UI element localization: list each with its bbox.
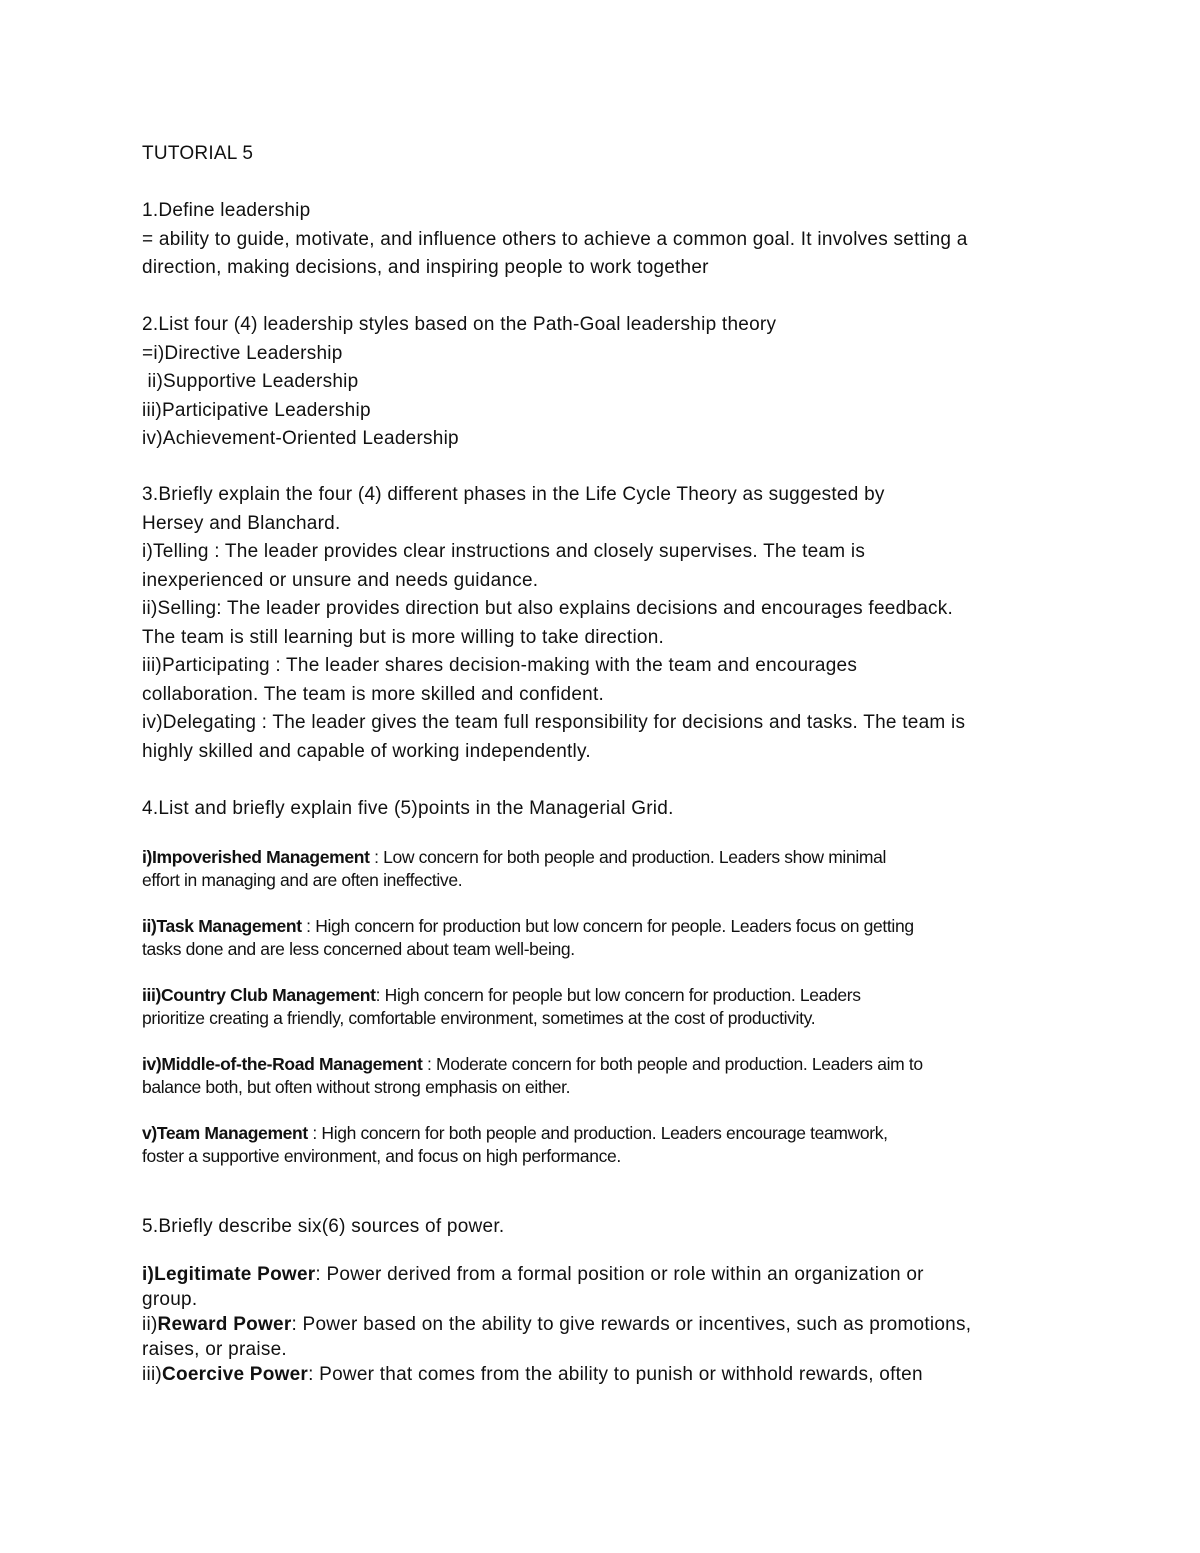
question-3-text-line-2: Hersey and Blanchard.	[142, 512, 341, 534]
managerial-grid-point	[142, 984, 1072, 1030]
grid-point-term: ii)Task Management	[142, 916, 302, 936]
grid-point-desc-line-2: prioritize creating a friendly, comfortable environment, sometimes at the cost of productivity.	[142, 1008, 816, 1028]
grid-point-desc-line-2: effort in managing and are often ineffective.	[142, 870, 463, 890]
grid-point-term: iii)Country Club Management	[142, 985, 376, 1005]
grid-point-separator: :	[375, 985, 385, 1005]
question-4	[142, 795, 1072, 824]
life-cycle-phase-line: inexperienced or unsure and needs guidance.	[142, 569, 539, 591]
document-title-block	[142, 140, 1072, 169]
power-source-term: i)Legitimate Power	[142, 1264, 316, 1285]
power-source-separator: :	[308, 1364, 320, 1385]
grid-point-term: iv)Middle-of-the-Road Management	[142, 1054, 423, 1074]
grid-point-separator: :	[422, 1054, 437, 1074]
power-source-desc-line-2: group.	[142, 1289, 198, 1310]
grid-point-term: i)Impoverished Management	[142, 847, 370, 867]
leadership-style-item: iv)Achievement-Oriented Leadership	[142, 428, 459, 449]
answer-1-line-1: = ability to guide, motivate, and influence others to achieve a common goal. It involves setting a	[142, 228, 968, 250]
life-cycle-phase-line: collaboration. The team is more skilled and confident.	[142, 683, 605, 705]
life-cycle-phase-line: i)Telling : The leader provides clear instructions and closely supervises. The team is	[142, 541, 866, 562]
life-cycle-phase-line: The team is still learning but is more willing to take direction.	[142, 626, 665, 648]
grid-point-desc-line-1: Low concern for both people and production. Leaders show minimal	[383, 847, 887, 867]
managerial-grid-point	[142, 1053, 1072, 1099]
grid-point-desc-line-2: tasks done and are less concerned about team well-being.	[142, 939, 575, 959]
power-sources-list	[142, 1262, 1072, 1387]
grid-point-separator: :	[301, 916, 316, 936]
question-3-text-line-1: 3.Briefly explain the four (4) different phases in the Life Cycle Theory as suggested by	[142, 484, 885, 505]
grid-point-desc-line-1: High concern for both people and production. Leaders encourage teamwork,	[321, 1123, 888, 1143]
leadership-style-item: ii)Supportive Leadership	[142, 371, 359, 392]
answer-1-line-2: direction, making decisions, and inspiring people to work together	[142, 257, 709, 278]
question-4-text: 4.List and briefly explain five (5)points in the Managerial Grid.	[142, 798, 674, 819]
question-5	[142, 1213, 1072, 1242]
power-source-desc-line-2: raises, or praise.	[142, 1339, 287, 1360]
question-3	[142, 481, 1072, 766]
power-source-desc-line-1: Power based on the ability to give rewards or incentives, such as promotions,	[302, 1314, 972, 1335]
question-2	[142, 311, 1072, 454]
life-cycle-phase-line: highly skilled and capable of working independently.	[142, 740, 591, 762]
life-cycle-phase-line: ii)Selling: The leader provides direction but also explains decisions and encourages feedback.	[142, 598, 954, 619]
grid-point-desc-line-1: High concern for production but low concern for people. Leaders focus on getting	[315, 916, 914, 936]
grid-point-desc-line-2: balance both, but often without strong emphasis on either.	[142, 1077, 571, 1097]
leadership-style-item: iii)Participative Leadership	[142, 399, 371, 421]
life-cycle-phase-line: iv)Delegating : The leader gives the team full responsibility for decisions and tasks. The team is	[142, 712, 966, 733]
managerial-grid-point	[142, 846, 1072, 892]
power-source-prefix: ii)	[142, 1314, 158, 1335]
power-source-term: Coercive Power	[162, 1364, 309, 1385]
power-source-prefix: iii)	[142, 1364, 162, 1385]
managerial-grid-point	[142, 915, 1072, 961]
power-source-separator: :	[291, 1314, 303, 1335]
question-2-text: 2.List four (4) leadership styles based on the Path-Goal leadership theory	[142, 314, 777, 335]
life-cycle-phase-line: iii)Participating : The leader shares decision-making with the team and encourages	[142, 655, 858, 676]
power-source-separator: :	[315, 1264, 327, 1285]
power-source-term: Reward Power	[157, 1314, 292, 1335]
question-1	[142, 197, 1072, 283]
power-source-desc-line-1: Power that comes from the ability to punish or withhold rewards, often	[319, 1364, 923, 1385]
managerial-grid-point	[142, 1122, 1072, 1168]
document-title: TUTORIAL 5	[142, 143, 254, 164]
power-source-desc-line-1: Power derived from a formal position or role within an organization or	[326, 1264, 924, 1285]
grid-point-separator: :	[307, 1123, 322, 1143]
leadership-style-item: =i)Directive Leadership	[142, 342, 343, 364]
grid-point-desc-line-1: High concern for people but low concern for production. Leaders	[384, 985, 861, 1005]
grid-point-desc-line-1: Moderate concern for both people and production. Leaders aim to	[436, 1054, 923, 1074]
grid-point-term: v)Team Management	[142, 1123, 308, 1143]
grid-point-separator: :	[369, 847, 384, 867]
question-1-text: 1.Define leadership	[142, 200, 311, 221]
question-5-text: 5.Briefly describe six(6) sources of power.	[142, 1216, 505, 1237]
grid-point-desc-line-2: foster a supportive environment, and focus on high performance.	[142, 1146, 621, 1166]
